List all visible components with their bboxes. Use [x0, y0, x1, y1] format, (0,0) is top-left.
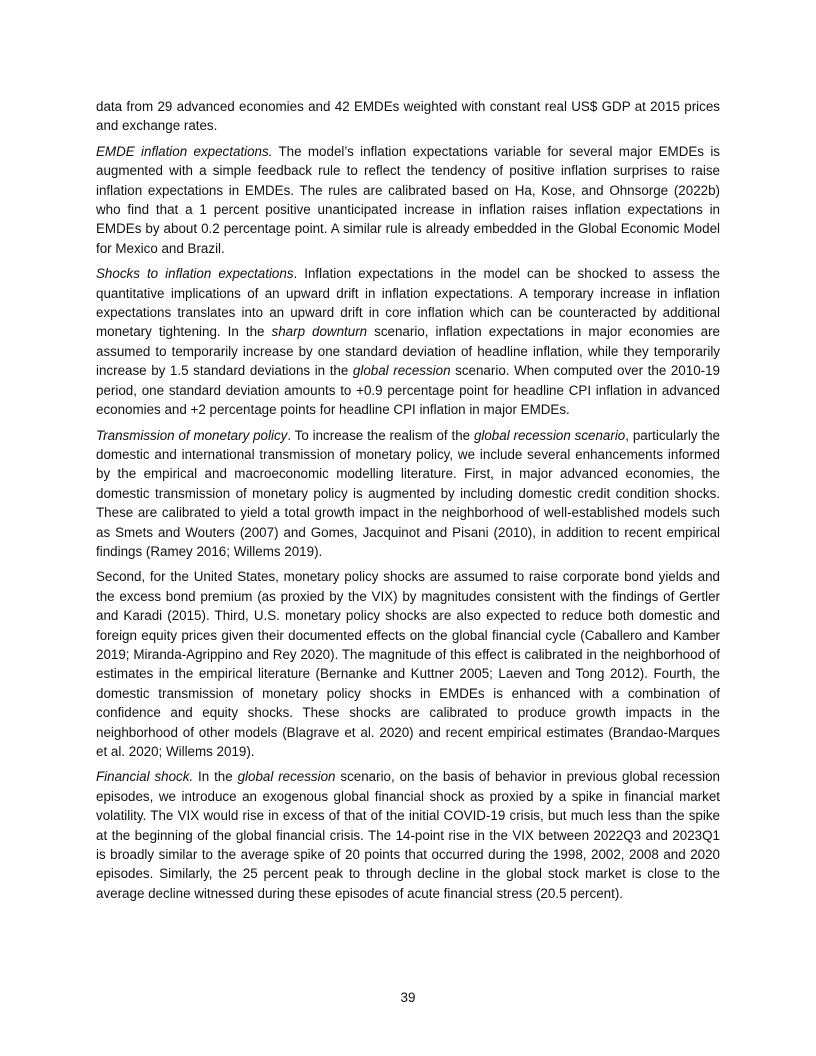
paragraph-financial-shock	[96, 767, 720, 903]
text-segment: scenario, on the basis of behavior in previous global recession episodes, we introduce an exogenous global financial shock as proxied by a spike in financial market volatility. The VIX would rise in excess of that of the initial COVID-19 crisis, but much less than the spike at the beginning of the global financial crisis. The 14-point rise in the VIX between 2022Q3 and 2023Q1 is broadly similar to the average spike of 20 points that occurred during the 1998, 2002, 2008 and 2020 episodes. Similarly, the 25 percent peak to through decline in the global stock market is close to the average decline witnessed during these episodes of acute financial stress (20.5 percent).	[96, 769, 720, 901]
text-segment: Second, for the United States, monetary policy shocks are assumed to raise corporate bond yields and the excess bond premium (as proxied by the VIX) by magnitudes consistent with the findings of Gertler and Karadi (2015). Third, U.S. monetary policy shocks are also expected to reduce both domestic and foreign equity prices given their documented effects on the global financial cycle (Caballero and Kamber 2019; Miranda-Agrippino and Rey 2020). The magnitude of this effect is calibrated in the neighborhood of estimates in the empirical literature (Bernanke and Kuttner 2005; Laeven and Tong 2012). Fourth, the domestic transmission of monetary policy shocks in EMDEs is enhanced with a combination of confidence and equity shocks. These shocks are calibrated to produce growth impacts in the neighborhood of other models (Blagrave et al. 2020) and recent empirical estimates (Brandao-Marques et al. 2020; Willems 2019).	[96, 569, 720, 759]
document-body	[96, 97, 720, 909]
paragraph-intro-continued	[96, 97, 720, 136]
section-lead-in: Transmission of monetary policy	[96, 427, 288, 443]
paragraph-shocks-to-inflation-expectations	[96, 264, 720, 419]
text-segment: In the	[193, 769, 238, 785]
page-number: 39	[400, 990, 416, 1005]
paragraph-emde-inflation-expectations	[96, 142, 720, 258]
section-lead-in: Shocks to inflation expectations	[96, 266, 294, 282]
text-segment: . To increase the realism of the	[287, 427, 474, 443]
italic-term: global recession	[237, 769, 336, 785]
paragraph-transmission-of-monetary-policy	[96, 426, 720, 562]
section-lead-in: EMDE inflation expectations.	[96, 143, 273, 159]
text-segment: scenario. When computed over the 2010-19 period, one standard deviation amounts to +0.9 percentage point for headline CPI inflation in advanced economies and +2 percentage points for headline CPI inflation in major EMDEs.	[96, 363, 721, 418]
text-segment: , particularly the domestic and international transmission of monetary policy, we include several enhancements informed by the empirical and macroeconomic modelling literature. First, in major advanced economies, the domestic transmission of monetary policy is augmented by including domestic credit condition shocks. These are calibrated to yield a total growth impact in the neighborhood of well-established models such as Smets and Wouters (2007) and Gomes, Jacquinot and Pisani (2010), in addition to recent empirical findings (Ramey 2016; Willems 2019).	[96, 427, 721, 559]
text-segment: scenario, inflation expectations in major economies are assumed to temporarily increase by one standard deviation of headline inflation, while they temporarily increase by 1.5 standard deviations in the	[96, 324, 720, 379]
section-lead-in: Financial shock.	[96, 769, 194, 785]
italic-term: sharp downturn	[271, 324, 368, 340]
text-segment: The model’s inflation expectations variable for several major EMDEs is augmented with a simple feedback rule to reflect the tendency of positive inflation surprises to raise inflation expectations in EMDEs. The rules are calibrated based on Ha, Kose, and Ohnsorge (2022b) who find that a 1 percent positive unanticipated increase in inflation raises inflation expectations in EMDEs by about 0.2 percentage point. A similar rule is already embedded in the Global Economic Model for Mexico and Brazil.	[96, 143, 720, 256]
text-segment: data from 29 advanced economies and 42 EMDEs weighted with constant real US$ GDP at 2015 prices and exchange rates.	[96, 99, 720, 134]
italic-term: global recession	[352, 363, 451, 379]
paragraph-monetary-policy-continued	[96, 567, 720, 761]
italic-term: global recession scenario	[473, 427, 626, 443]
text-segment: . Inflation expectations in the model can be shocked to assess the quantitative implications of an upward drift in inflation expectations. A temporary increase in inflation expectations translates into an upward drift in core inflation which can be counteracted by additional monetary tightening. In the	[96, 266, 720, 340]
